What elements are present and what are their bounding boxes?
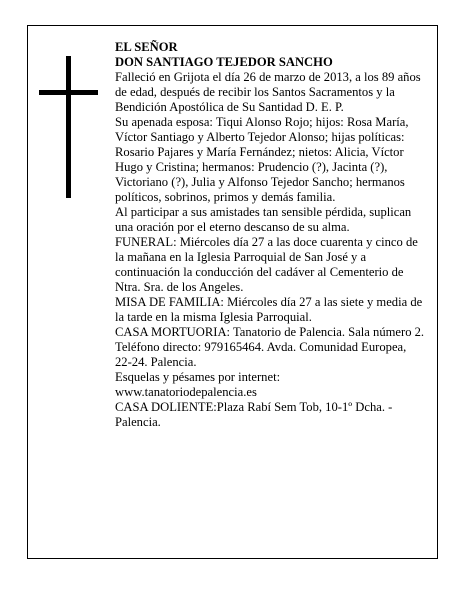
deceased-name: DON SANTIAGO TEJEDOR SANCHO (115, 55, 333, 69)
funeral-info: FUNERAL: Miércoles día 27 a las doce cuarenta y cinco de la mañana en la Iglesia Parroquial de San José y a continuación la conducción del cadáver al Cementerio de Ntra. Sra. de los Angeles. (115, 235, 418, 294)
prayer-request: Al participar a sus amistades tan sensible pérdida, suplican una oración por el eterno descanso de su alma. (115, 205, 412, 234)
death-announcement: Falleció en Grijota el día 26 de marzo de 2013, a los 89 años de edad, después de recibir los Santos Sacramentos y la Bendición Apostólica de Su Santidad D. E. P. (115, 70, 421, 114)
mourning-house: CASA DOLIENTE:Plaza Rabí Sem Tob, 10-1º Dcha. - Palencia. (115, 400, 393, 429)
cross-horizontal-bar (39, 90, 98, 95)
online-condolences: Esquelas y pésames por internet: www.tanatoriodepalencia.es (115, 370, 281, 399)
funeral-home-info: CASA MORTUORIA: Tanatorio de Palencia. Sala número 2. Teléfono directo: 979165464. Avda. Comunidad Europea, 22-24. Palencia. (115, 325, 425, 369)
header-title: EL SEÑOR (115, 40, 178, 54)
obituary-notice (27, 25, 438, 559)
family-mass-info: MISA DE FAMILIA: Miércoles día 27 a las siete y media de la tarde en la misma Iglesia Parroquial. (115, 295, 423, 324)
notice-text (115, 40, 425, 430)
cross-vertical-bar (66, 56, 71, 198)
family-list: Su apenada esposa: Tiqui Alonso Rojo; hijos: Rosa María, Víctor Santiago y Alberto Tejedor Alonso; hijas políticas: Rosario Pajares y María Fernández; nietos: Alicia, Víctor Hugo y Cristina; hermanos: Prudencio (?), Jacinta (?), Victoriano (?), Julia y Alfonso Tejedor Sancho; hermanos políticos, sobrinos, primos y demás familia. (115, 115, 409, 204)
